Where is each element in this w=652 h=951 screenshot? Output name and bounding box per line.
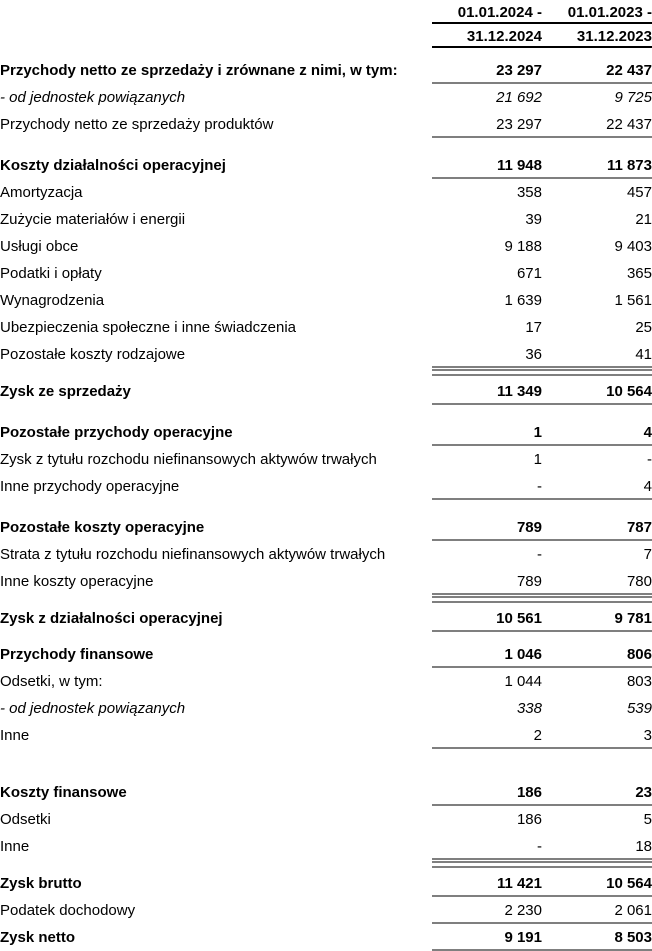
header-label-cell-2 xyxy=(0,24,432,48)
table-row xyxy=(0,722,652,749)
row-label-operating-costs: Koszty działalności operacyjnej xyxy=(0,157,226,174)
spacer-cell xyxy=(0,368,432,378)
row-value-2023: 21 xyxy=(635,211,652,228)
row-label-social-insurance: Ubezpieczenia społeczne i inne świadczenia xyxy=(0,319,297,336)
row-value-2023: 3 xyxy=(542,722,652,749)
row-value-2024: 2 230 xyxy=(432,897,542,924)
spacer-cell xyxy=(0,595,432,605)
spacer-cell xyxy=(542,632,652,641)
table-row xyxy=(0,446,652,473)
spacer-cell xyxy=(0,48,432,57)
row-value-2023: 8 503 xyxy=(542,924,652,951)
row-label-net-sales-revenue: Przychody netto ze sprzedaży i zrównane z nimi, w tym: xyxy=(0,62,398,79)
double-rule-2024 xyxy=(432,595,542,605)
spacer-cell xyxy=(542,138,652,152)
header-col-2024-line1: 01.01.2024 - xyxy=(432,0,542,24)
table-row xyxy=(0,568,652,595)
table-header-row-2 xyxy=(0,24,652,48)
table-row xyxy=(0,314,652,341)
row-value-2024: 23 297 xyxy=(432,111,542,138)
row-label-materials-and-energy: Zużycie materiałów i energii xyxy=(0,211,186,228)
row-value-2023: 5 xyxy=(643,811,652,828)
row-label-gross-profit: Zysk brutto xyxy=(0,875,82,892)
row-value-2023: 22 437 xyxy=(542,111,652,138)
row-label-interest-income: Odsetki, w tym: xyxy=(0,673,103,690)
row-value-2024: 789 xyxy=(432,568,542,595)
row-value-2024: 186 xyxy=(432,779,542,806)
table-row xyxy=(0,57,652,84)
row-value-2023: 22 437 xyxy=(542,57,652,84)
row-label-other-costs-by-type: Pozostałe koszty rodzajowe xyxy=(0,346,186,363)
row-value-2023: 457 xyxy=(626,184,652,201)
row-value-2024: 1 xyxy=(432,419,542,446)
row-value-2024: 1 046 xyxy=(432,641,542,668)
row-label-taxes-and-fees: Podatki i opłaty xyxy=(0,265,102,282)
double-rule-2024 xyxy=(432,368,542,378)
header-col-2023-line2: 31.12.2023 xyxy=(542,24,652,48)
row-value-2024: - xyxy=(537,546,542,563)
spacer-before-other-operating-income xyxy=(0,405,652,419)
row-label-salaries: Wynagrodzenia xyxy=(0,292,105,309)
row-label-gain-on-disposal-of-nonfinancial-assets: Zysk z tytułu rozchodu niefinansowych aktywów trwałych xyxy=(0,451,377,468)
row-value-2024: 338 xyxy=(516,700,542,717)
spacer-cell xyxy=(0,860,432,870)
table-row xyxy=(0,924,652,951)
row-value-2023: 4 xyxy=(542,473,652,500)
row-value-2023: 1 561 xyxy=(614,292,652,309)
row-label-other-financial-costs: Inne xyxy=(0,838,30,855)
row-value-2023: 10 564 xyxy=(542,378,652,405)
row-value-2024: 1 xyxy=(533,451,542,468)
spacer-before-financial-income xyxy=(0,632,652,641)
row-value-2024: 9 191 xyxy=(432,924,542,951)
row-label-other-financial-income: Inne xyxy=(0,727,30,744)
row-value-2023: 9 725 xyxy=(614,89,652,106)
row-value-2023: 11 873 xyxy=(542,152,652,179)
table-row xyxy=(0,473,652,500)
double-rule-separator xyxy=(0,368,652,378)
double-rule-2023 xyxy=(542,595,652,605)
row-label-operating-profit: Zysk z działalności operacyjnej xyxy=(0,610,223,627)
table-row xyxy=(0,514,652,541)
row-label-financial-costs: Koszty finansowe xyxy=(0,784,127,801)
row-value-2024: 2 xyxy=(432,722,542,749)
table-row xyxy=(0,419,652,446)
table-row xyxy=(0,779,652,806)
row-label-depreciation: Amortyzacja xyxy=(0,184,83,201)
spacer-cell xyxy=(432,405,542,419)
row-value-2023: 23 xyxy=(542,779,652,806)
row-value-2024: 39 xyxy=(525,211,542,228)
row-value-2024: 671 xyxy=(516,265,542,282)
double-rule-separator xyxy=(0,860,652,870)
spacer-cell xyxy=(432,500,542,514)
row-label-gross-profit-on-sales: Zysk ze sprzedaży xyxy=(0,383,131,400)
header-col-2024-line2: 31.12.2024 xyxy=(432,24,542,48)
spacer-before-operating-costs xyxy=(0,138,652,152)
header-label-cell xyxy=(0,0,432,24)
row-value-2024: 186 xyxy=(516,811,542,828)
spacer-cell xyxy=(542,749,652,779)
row-label-other-operating-income-misc: Inne przychody operacyjne xyxy=(0,478,180,495)
table-row xyxy=(0,695,652,722)
row-value-2024: 23 297 xyxy=(432,57,542,84)
table-row xyxy=(0,341,652,368)
row-value-2023: 539 xyxy=(626,700,652,717)
row-value-2023: 9 781 xyxy=(542,605,652,632)
table-row xyxy=(0,870,652,897)
row-value-2024: 358 xyxy=(516,184,542,201)
table-row xyxy=(0,641,652,668)
spacer-cell xyxy=(432,749,542,779)
table-row xyxy=(0,84,652,111)
row-value-2023: 780 xyxy=(542,568,652,595)
spacer-cell xyxy=(0,500,432,514)
table-row xyxy=(0,897,652,924)
row-value-2024: 789 xyxy=(432,514,542,541)
row-label-interest-expense: Odsetki xyxy=(0,811,51,828)
row-value-2024: 9 188 xyxy=(504,238,542,255)
spacer-after-header xyxy=(0,48,652,57)
table-row xyxy=(0,541,652,568)
table-row xyxy=(0,378,652,405)
row-value-2024: - xyxy=(432,833,542,860)
row-label-net-sales-of-products: Przychody netto ze sprzedaży produktów xyxy=(0,116,274,133)
double-rule-2024 xyxy=(432,860,542,870)
row-label-from-related-entities: - od jednostek powiązanych xyxy=(0,89,186,106)
spacer-before-other-operating-costs xyxy=(0,500,652,514)
spacer-cell xyxy=(542,48,652,57)
row-value-2024: 21 692 xyxy=(496,89,542,106)
spacer-cell xyxy=(432,138,542,152)
spacer-cell xyxy=(0,749,432,779)
row-value-2023: 41 xyxy=(542,341,652,368)
table-row xyxy=(0,206,652,233)
table-header-row-1 xyxy=(0,0,652,24)
row-value-2024: 11 349 xyxy=(432,378,542,405)
row-label-external-services: Usługi obce xyxy=(0,238,79,255)
row-value-2023: 803 xyxy=(626,673,652,690)
row-value-2023: 806 xyxy=(542,641,652,668)
table-row xyxy=(0,605,652,632)
double-rule-2023 xyxy=(542,368,652,378)
spacer-cell xyxy=(432,48,542,57)
row-value-2023: 2 061 xyxy=(542,897,652,924)
row-value-2024: 36 xyxy=(432,341,542,368)
spacer-cell xyxy=(0,632,432,641)
spacer-cell xyxy=(0,138,432,152)
row-label-financial-income: Przychody finansowe xyxy=(0,646,154,663)
row-label-other-operating-income: Pozostałe przychody operacyjne xyxy=(0,424,233,441)
table-row xyxy=(0,833,652,860)
row-value-2024: 11 421 xyxy=(432,870,542,897)
row-value-2023: 18 xyxy=(542,833,652,860)
row-value-2023: - xyxy=(647,451,652,468)
row-label-other-operating-costs: Pozostałe koszty operacyjne xyxy=(0,519,205,536)
spacer-cell xyxy=(542,405,652,419)
spacer-before-financial-costs xyxy=(0,749,652,779)
row-value-2023: 4 xyxy=(542,419,652,446)
row-value-2024: 10 561 xyxy=(432,605,542,632)
double-rule-separator xyxy=(0,595,652,605)
header-col-2023-line1: 01.01.2023 - xyxy=(542,0,652,24)
table-row xyxy=(0,668,652,695)
row-value-2024: 1 044 xyxy=(504,673,542,690)
row-label-net-profit: Zysk netto xyxy=(0,929,76,946)
row-label-other-operating-costs-misc: Inne koszty operacyjne xyxy=(0,573,154,590)
table-row xyxy=(0,260,652,287)
spacer-cell xyxy=(0,405,432,419)
table-row xyxy=(0,111,652,138)
row-value-2023: 25 xyxy=(635,319,652,336)
spacer-cell xyxy=(432,632,542,641)
row-value-2024: 17 xyxy=(525,319,542,336)
row-value-2023: 787 xyxy=(542,514,652,541)
row-value-2023: 9 403 xyxy=(614,238,652,255)
row-value-2024: - xyxy=(432,473,542,500)
spacer-cell xyxy=(542,500,652,514)
table-row xyxy=(0,233,652,260)
table-row xyxy=(0,806,652,833)
table-row xyxy=(0,179,652,206)
row-value-2023: 7 xyxy=(643,546,652,563)
table-row xyxy=(0,152,652,179)
row-value-2024: 1 639 xyxy=(504,292,542,309)
row-value-2024: 11 948 xyxy=(432,152,542,179)
row-label-loss-on-disposal-of-nonfinancial-assets: Strata z tytułu rozchodu niefinansowych aktywów trwałych xyxy=(0,546,386,563)
double-rule-2023 xyxy=(542,860,652,870)
row-value-2023: 365 xyxy=(626,265,652,282)
row-label-interest-from-related-entities: - od jednostek powiązanych xyxy=(0,700,186,717)
row-value-2023: 10 564 xyxy=(542,870,652,897)
row-label-income-tax: Podatek dochodowy xyxy=(0,902,136,919)
table-row xyxy=(0,287,652,314)
